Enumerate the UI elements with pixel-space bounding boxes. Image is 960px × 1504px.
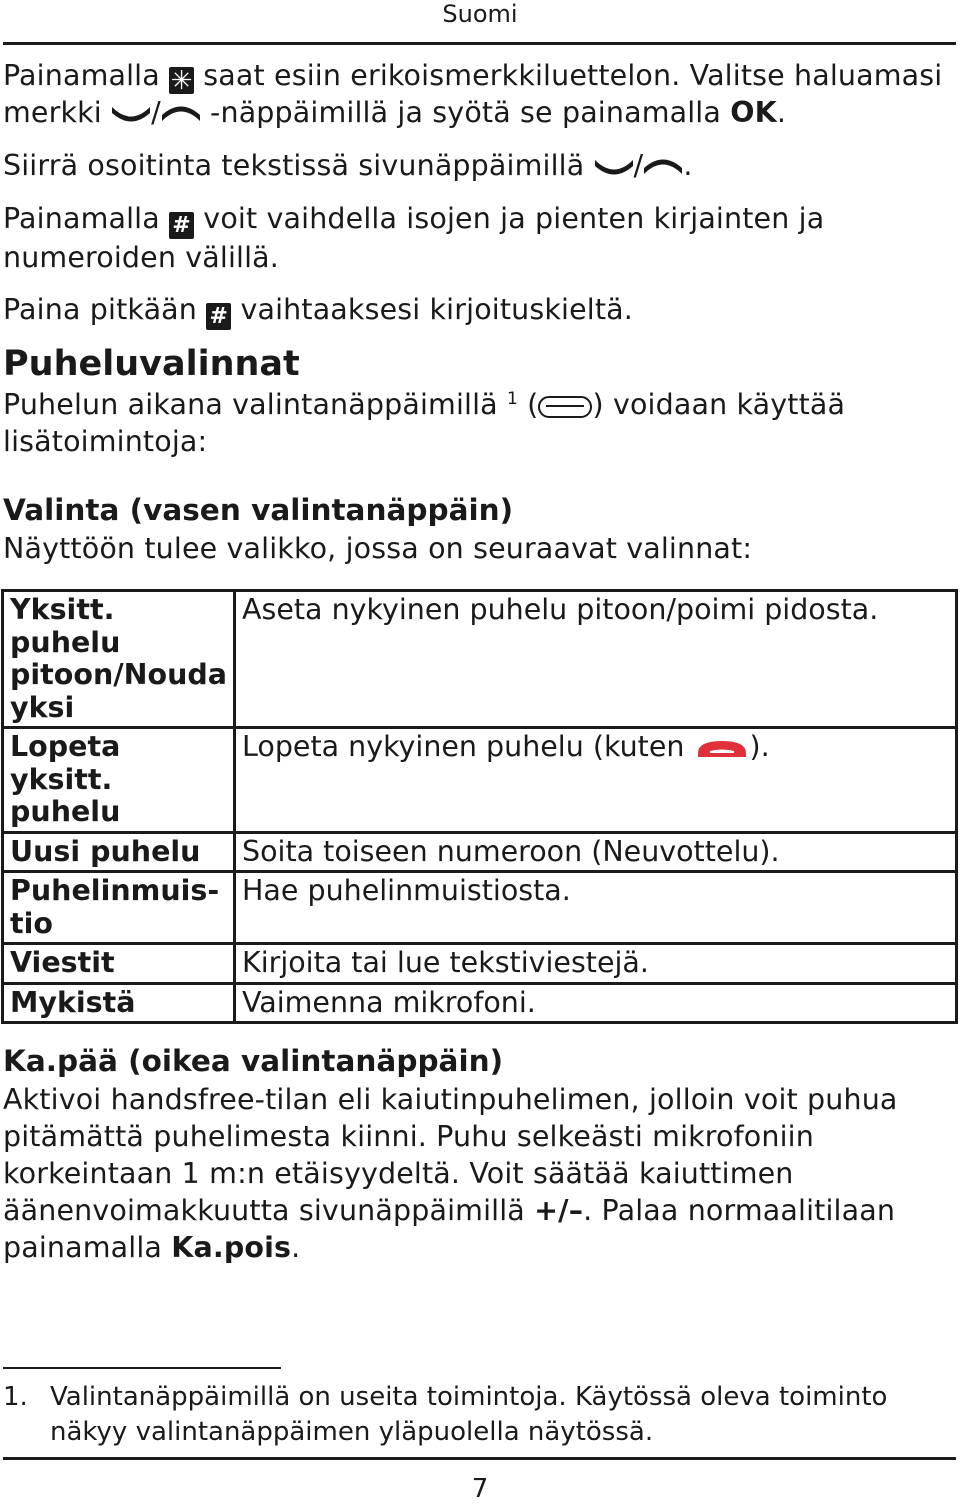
option-name: Uusi puhelu [3, 832, 235, 872]
table-row [3, 944, 957, 984]
intro-p4-text-a: Paina pitkään [3, 293, 198, 326]
intro-p1-text-c: -näppäimillä ja syötä se painamalla [210, 96, 721, 129]
footnote-text: Valintanäppäimillä on useita toimintoja. Käytössä oleva toiminto näkyy valintanäppäimen yläpuolella näytössä. [50, 1382, 888, 1447]
table-row [3, 728, 957, 833]
intro-p2-text: Siirrä osoitinta tekstissä sivunäppäimillä [3, 149, 585, 182]
intro-paragraph-3 [3, 200, 958, 276]
intro-p4-text-b: vaihtaaksesi kirjoituskieltä. [240, 293, 634, 326]
footnote-ref: 1 [507, 389, 518, 409]
valinta-text: Näyttöön tulee valikko, jossa on seuraavat valinnat: [3, 532, 753, 565]
hash-key-icon: # [206, 303, 231, 330]
intro-p1-text-a: Painamalla [3, 59, 160, 92]
footnote [3, 1380, 958, 1450]
subsection-title-valinta: Valinta (vasen valintanäppäin) [3, 493, 514, 527]
intro-p3-text-a: Painamalla [3, 202, 160, 235]
option-name: Yksitt. puhelu pitoon/Nouda yksi [3, 591, 235, 728]
table-row [3, 832, 957, 872]
option-description: Soita toiseen numeroon (Neuvottelu). [235, 832, 957, 872]
slash: / [151, 96, 161, 129]
volume-keys-label: +/– [534, 1194, 584, 1227]
intro-p1-end: . [776, 96, 787, 129]
down-chevron-icon [111, 104, 151, 124]
puheluvalinnat-text-b: voidaan käyttää lisätoimintoja: [3, 388, 846, 458]
intro-paragraph-4 [3, 291, 958, 330]
intro-p2-end: . [683, 149, 693, 182]
option-description: Kirjoita tai lue tekstiviestejä. [235, 944, 957, 984]
option-name: Puhelinmuis-tio [3, 872, 235, 944]
subsection-title-kapaa: Ka.pää (oikea valintanäppäin) [3, 1044, 504, 1078]
option-description [235, 728, 957, 833]
option-description: Aseta nykyinen puhelu pitoon/poimi pidosta. [235, 591, 957, 728]
intro-paragraph-2 [3, 147, 958, 184]
kapaa-text-end: . [291, 1231, 301, 1264]
top-rule [3, 42, 956, 45]
intro-p1-text-b: saat esiin erikoismerkkiluettelon. Valitse haluamasi merkki [3, 59, 943, 129]
footnote-number: 1. [3, 1382, 28, 1412]
option-description: Hae puhelinmuistiosta. [235, 872, 957, 944]
puheluvalinnat-text: Puhelun aikana valintanäppäimillä $^1$ ( ) voidaan käyttää lisätoimintoja: [3, 388, 846, 458]
hash-key-icon: # [169, 212, 194, 239]
header-language: Suomi [442, 0, 518, 28]
option-description: Vaimenna mikrofoni. [235, 983, 957, 1023]
intro-p3-text-b: voit vaihdella isojen ja pienten kirjainten ja numeroiden välillä. [3, 202, 825, 274]
slash: / [633, 149, 644, 182]
up-chevron-icon [643, 157, 683, 177]
kapois-key-label: Ka.pois [171, 1231, 292, 1264]
down-chevron-icon [594, 157, 634, 177]
table-row [3, 872, 957, 944]
table-row [3, 591, 957, 728]
bottom-rule [3, 1457, 956, 1460]
ok-key-label: OK [730, 96, 777, 129]
option-name: Viestit [3, 944, 235, 984]
kapaa-text-a: Aktivoi handsfree-tilan eli kaiutinpuhelimen, jolloin voit puhua pitämättä puhelimesta kiinni. Puhu selkeästi mikrofoniin korkeintaan 1 m:n etäisyydeltä. Voit säätää kaiuttimen äänenvoimakkuutta sivunäppäimillä [3, 1083, 898, 1227]
table-row [3, 983, 957, 1023]
footnote-rule [3, 1367, 281, 1369]
kapaa-text-b: . Palaa normaalitilaan painamalla [3, 1194, 896, 1264]
puheluvalinnat-text-a: Puhelun aikana valintanäppäimillä [3, 388, 498, 421]
page-number: 7 [471, 1474, 489, 1504]
up-chevron-icon [161, 104, 201, 124]
option-name: Mykistä [3, 983, 235, 1023]
softkey-icon [538, 396, 592, 418]
option-name: Lopeta yksitt. puhelu [3, 728, 235, 833]
end-call-icon [694, 737, 750, 761]
kapaa-text [3, 1081, 958, 1266]
menu-options-table [1, 589, 958, 1024]
intro-paragraph-1 [3, 57, 958, 131]
star-key-icon: ✳ [170, 66, 193, 96]
section-title-puheluvalinnat: Puheluvalinnat [3, 344, 300, 384]
option-description-end: ). [749, 730, 770, 763]
option-description-text: Lopeta nykyinen puhelu (kuten [242, 730, 685, 763]
